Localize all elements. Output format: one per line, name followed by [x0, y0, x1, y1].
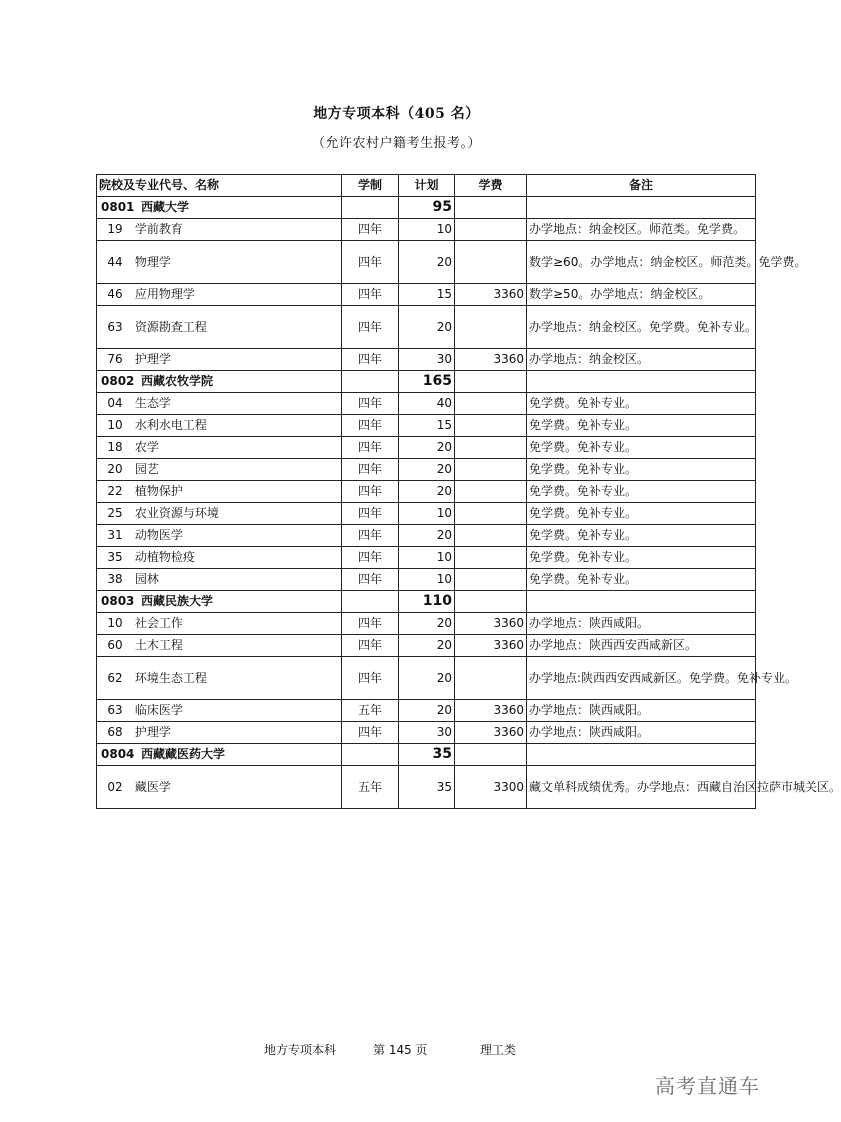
major-name: 园林: [134, 572, 159, 586]
major-plan: 10: [399, 547, 455, 569]
major-row: [97, 306, 756, 349]
major-code: 63: [107, 319, 123, 334]
major-duration: 四年: [342, 306, 399, 349]
major-note: 办学地点：陕西西安西咸新区。: [527, 635, 756, 657]
major-fee: [455, 547, 527, 569]
major-fee: 3360: [455, 635, 527, 657]
major-code: 38: [107, 572, 123, 586]
major-cell: [97, 657, 342, 700]
major-plan: 10: [399, 569, 455, 591]
page-subtitle: （允许农村户籍考生报考。）: [311, 136, 481, 151]
major-name: 生态学: [134, 396, 171, 410]
major-duration: 四年: [342, 393, 399, 415]
institution-plan: 110: [399, 591, 455, 613]
institution-note: [527, 197, 756, 219]
major-code: 25: [107, 506, 123, 520]
major-name: 资源勘查工程: [134, 319, 207, 334]
major-duration: 四年: [342, 459, 399, 481]
major-cell: [97, 306, 342, 349]
header-fee: 学费: [455, 175, 527, 197]
major-code: 20: [107, 462, 123, 476]
major-cell: [97, 241, 342, 284]
major-cell: [97, 635, 342, 657]
major-duration: 四年: [342, 219, 399, 241]
major-note: 数学≥50。办学地点：纳金校区。: [527, 284, 756, 306]
institution-row: [97, 744, 756, 766]
major-note: 免学费。免补专业。: [527, 547, 756, 569]
institution-cell: [97, 591, 342, 613]
table-body: [97, 197, 841, 809]
footer-subject: 理工类: [480, 1043, 517, 1057]
major-code: 18: [107, 440, 123, 454]
major-code: 10: [107, 616, 123, 630]
major-row: [97, 415, 756, 437]
major-cell: [97, 700, 342, 722]
major-duration: 四年: [342, 657, 399, 700]
institution-name: 西藏民族大学: [141, 594, 214, 608]
major-duration: 五年: [342, 700, 399, 722]
institution-duration: [342, 197, 399, 219]
major-cell: [97, 415, 342, 437]
major-duration: 五年: [342, 766, 399, 809]
major-fee: [455, 241, 527, 284]
major-code: 62: [107, 670, 123, 685]
major-duration: 四年: [342, 503, 399, 525]
major-note: 免学费。免补专业。: [527, 437, 756, 459]
major-plan: 20: [399, 459, 455, 481]
major-row: [97, 393, 756, 415]
major-note: 数学≥60。办学地点：纳金校区。师范类。免学费。: [527, 241, 756, 284]
institution-code: 0802: [101, 374, 135, 388]
major-note: 免学费。免补专业。: [527, 415, 756, 437]
major-fee: [455, 657, 527, 700]
institution-code: 0801: [101, 200, 135, 214]
major-note: 免学费。免补专业。: [527, 525, 756, 547]
major-fee: 3360: [455, 722, 527, 744]
major-cell: [97, 349, 342, 371]
major-row: [97, 481, 756, 503]
major-cell: [97, 766, 342, 809]
major-duration: 四年: [342, 437, 399, 459]
institution-cell: [97, 744, 342, 766]
major-fee: 3300: [455, 766, 527, 809]
major-code: 02: [107, 779, 123, 794]
major-duration: 四年: [342, 481, 399, 503]
major-fee: [455, 481, 527, 503]
major-duration: 四年: [342, 547, 399, 569]
major-plan: 20: [399, 241, 455, 284]
major-note: 办学地点：陕西咸阳。: [527, 700, 756, 722]
major-duration: 四年: [342, 635, 399, 657]
institution-name: 西藏藏医药大学: [141, 747, 226, 761]
major-name: 应用物理学: [134, 287, 195, 301]
major-name: 护理学: [134, 725, 171, 739]
major-plan: 20: [399, 437, 455, 459]
major-fee: [455, 525, 527, 547]
major-fee: [455, 459, 527, 481]
major-duration: 四年: [342, 415, 399, 437]
major-row: [97, 437, 756, 459]
major-plan: 15: [399, 415, 455, 437]
major-note: 办学地点：纳金校区。: [527, 349, 756, 371]
page-title: 地方专项本科（405 名）: [313, 106, 480, 122]
major-fee: [455, 569, 527, 591]
major-plan: 20: [399, 635, 455, 657]
major-name: 社会工作: [134, 616, 183, 630]
major-code: 04: [107, 396, 123, 410]
institution-code: 0804: [101, 747, 135, 761]
major-row: [97, 700, 756, 722]
major-name: 动植物检疫: [134, 550, 195, 564]
major-code: 10: [107, 418, 123, 432]
major-note: 办学地点：陕西咸阳。: [527, 722, 756, 744]
major-duration: 四年: [342, 241, 399, 284]
institution-cell: [97, 197, 342, 219]
major-plan: 10: [399, 503, 455, 525]
major-row: [97, 284, 756, 306]
major-cell: [97, 459, 342, 481]
major-row: [97, 722, 756, 744]
major-row: [97, 219, 756, 241]
major-code: 35: [107, 550, 123, 564]
major-fee: [455, 393, 527, 415]
table-header-row: [97, 175, 756, 197]
major-code: 19: [107, 222, 123, 236]
major-code: 60: [107, 638, 123, 652]
institution-plan: 35: [399, 744, 455, 766]
major-plan: 30: [399, 349, 455, 371]
major-fee: [455, 503, 527, 525]
major-code: 31: [107, 528, 123, 542]
institution-name: 西藏大学: [141, 200, 190, 214]
major-plan: 10: [399, 219, 455, 241]
footer-page-number: 第 145 页: [373, 1043, 428, 1057]
major-name: 动物医学: [134, 528, 183, 542]
major-cell: [97, 722, 342, 744]
major-duration: 四年: [342, 613, 399, 635]
major-note: 藏文单科成绩优秀。办学地点：西藏自治区拉萨市城关区。: [527, 766, 756, 809]
major-code: 46: [107, 287, 123, 301]
major-note: 办学地点：纳金校区。免学费。免补专业。: [527, 306, 756, 349]
institution-duration: [342, 371, 399, 393]
institution-note: [527, 744, 756, 766]
major-name: 护理学: [134, 352, 171, 366]
major-name: 水利水电工程: [134, 418, 207, 432]
major-fee: [455, 437, 527, 459]
major-note: 办学地点：纳金校区。师范类。免学费。: [527, 219, 756, 241]
institution-row: [97, 371, 756, 393]
major-code: 63: [107, 703, 123, 717]
major-name: 土木工程: [134, 638, 183, 652]
major-duration: 四年: [342, 349, 399, 371]
major-cell: [97, 525, 342, 547]
major-row: [97, 569, 756, 591]
major-cell: [97, 219, 342, 241]
institution-row: [97, 197, 756, 219]
institution-name: 西藏农牧学院: [141, 374, 214, 388]
major-duration: 四年: [342, 284, 399, 306]
major-plan: 30: [399, 722, 455, 744]
major-cell: [97, 613, 342, 635]
major-name: 环境生态工程: [134, 670, 207, 685]
major-row: [97, 766, 756, 809]
major-row: [97, 657, 756, 700]
major-name: 农学: [134, 440, 159, 454]
major-fee: [455, 306, 527, 349]
major-name: 藏医学: [134, 779, 171, 794]
major-row: [97, 525, 756, 547]
institution-fee: [455, 197, 527, 219]
major-row: [97, 241, 756, 284]
major-fee: [455, 415, 527, 437]
institution-note: [527, 591, 756, 613]
major-note: 免学费。免补专业。: [527, 503, 756, 525]
major-note: 免学费。免补专业。: [527, 393, 756, 415]
major-cell: [97, 437, 342, 459]
major-fee: 3360: [455, 700, 527, 722]
major-cell: [97, 503, 342, 525]
major-fee: [455, 219, 527, 241]
major-duration: 四年: [342, 722, 399, 744]
major-note: 免学费。免补专业。: [527, 459, 756, 481]
major-cell: [97, 547, 342, 569]
major-plan: 20: [399, 657, 455, 700]
institution-note: [527, 371, 756, 393]
major-fee: 3360: [455, 613, 527, 635]
institution-fee: [455, 744, 527, 766]
major-plan: 35: [399, 766, 455, 809]
institution-fee: [455, 371, 527, 393]
major-code: 44: [107, 254, 123, 269]
major-duration: 四年: [342, 569, 399, 591]
watermark-logo: 高考直通车: [655, 1074, 760, 1098]
major-row: [97, 503, 756, 525]
major-name: 物理学: [134, 254, 171, 269]
major-fee: 3360: [455, 349, 527, 371]
major-row: [97, 459, 756, 481]
major-plan: 20: [399, 700, 455, 722]
major-fee: 3360: [455, 284, 527, 306]
institution-duration: [342, 744, 399, 766]
footer-category: 地方专项本科: [264, 1043, 337, 1057]
header-name: 院校及专业代号、名称: [97, 175, 342, 197]
major-note: 免学费。免补专业。: [527, 569, 756, 591]
major-cell: [97, 284, 342, 306]
major-name: 植物保护: [134, 484, 183, 498]
institution-code: 0803: [101, 594, 135, 608]
institution-plan: 165: [399, 371, 455, 393]
major-note: 办学地点:陕西西安西咸新区。免学费。免补专业。: [527, 657, 756, 700]
major-plan: 20: [399, 525, 455, 547]
major-plan: 20: [399, 613, 455, 635]
major-code: 76: [107, 352, 123, 366]
header-note: 备注: [527, 175, 756, 197]
major-plan: 40: [399, 393, 455, 415]
major-note: 办学地点：陕西咸阳。: [527, 613, 756, 635]
major-plan: 20: [399, 481, 455, 503]
major-name: 农业资源与环境: [134, 506, 219, 520]
header-plan: 计划: [399, 175, 455, 197]
institution-duration: [342, 591, 399, 613]
major-duration: 四年: [342, 525, 399, 547]
major-name: 学前教育: [134, 222, 183, 236]
institution-fee: [455, 591, 527, 613]
major-row: [97, 635, 756, 657]
major-name: 临床医学: [134, 703, 183, 717]
major-row: [97, 349, 756, 371]
enrollment-table: [96, 174, 841, 809]
major-name: 园艺: [134, 462, 159, 476]
major-plan: 15: [399, 284, 455, 306]
institution-row: [97, 591, 756, 613]
major-note: 免学费。免补专业。: [527, 481, 756, 503]
major-cell: [97, 481, 342, 503]
header-duration: 学制: [342, 175, 399, 197]
major-code: 22: [107, 484, 123, 498]
institution-cell: [97, 371, 342, 393]
major-code: 68: [107, 725, 123, 739]
major-cell: [97, 393, 342, 415]
institution-plan: 95: [399, 197, 455, 219]
major-row: [97, 547, 756, 569]
major-cell: [97, 569, 342, 591]
major-plan: 20: [399, 306, 455, 349]
major-row: [97, 613, 756, 635]
